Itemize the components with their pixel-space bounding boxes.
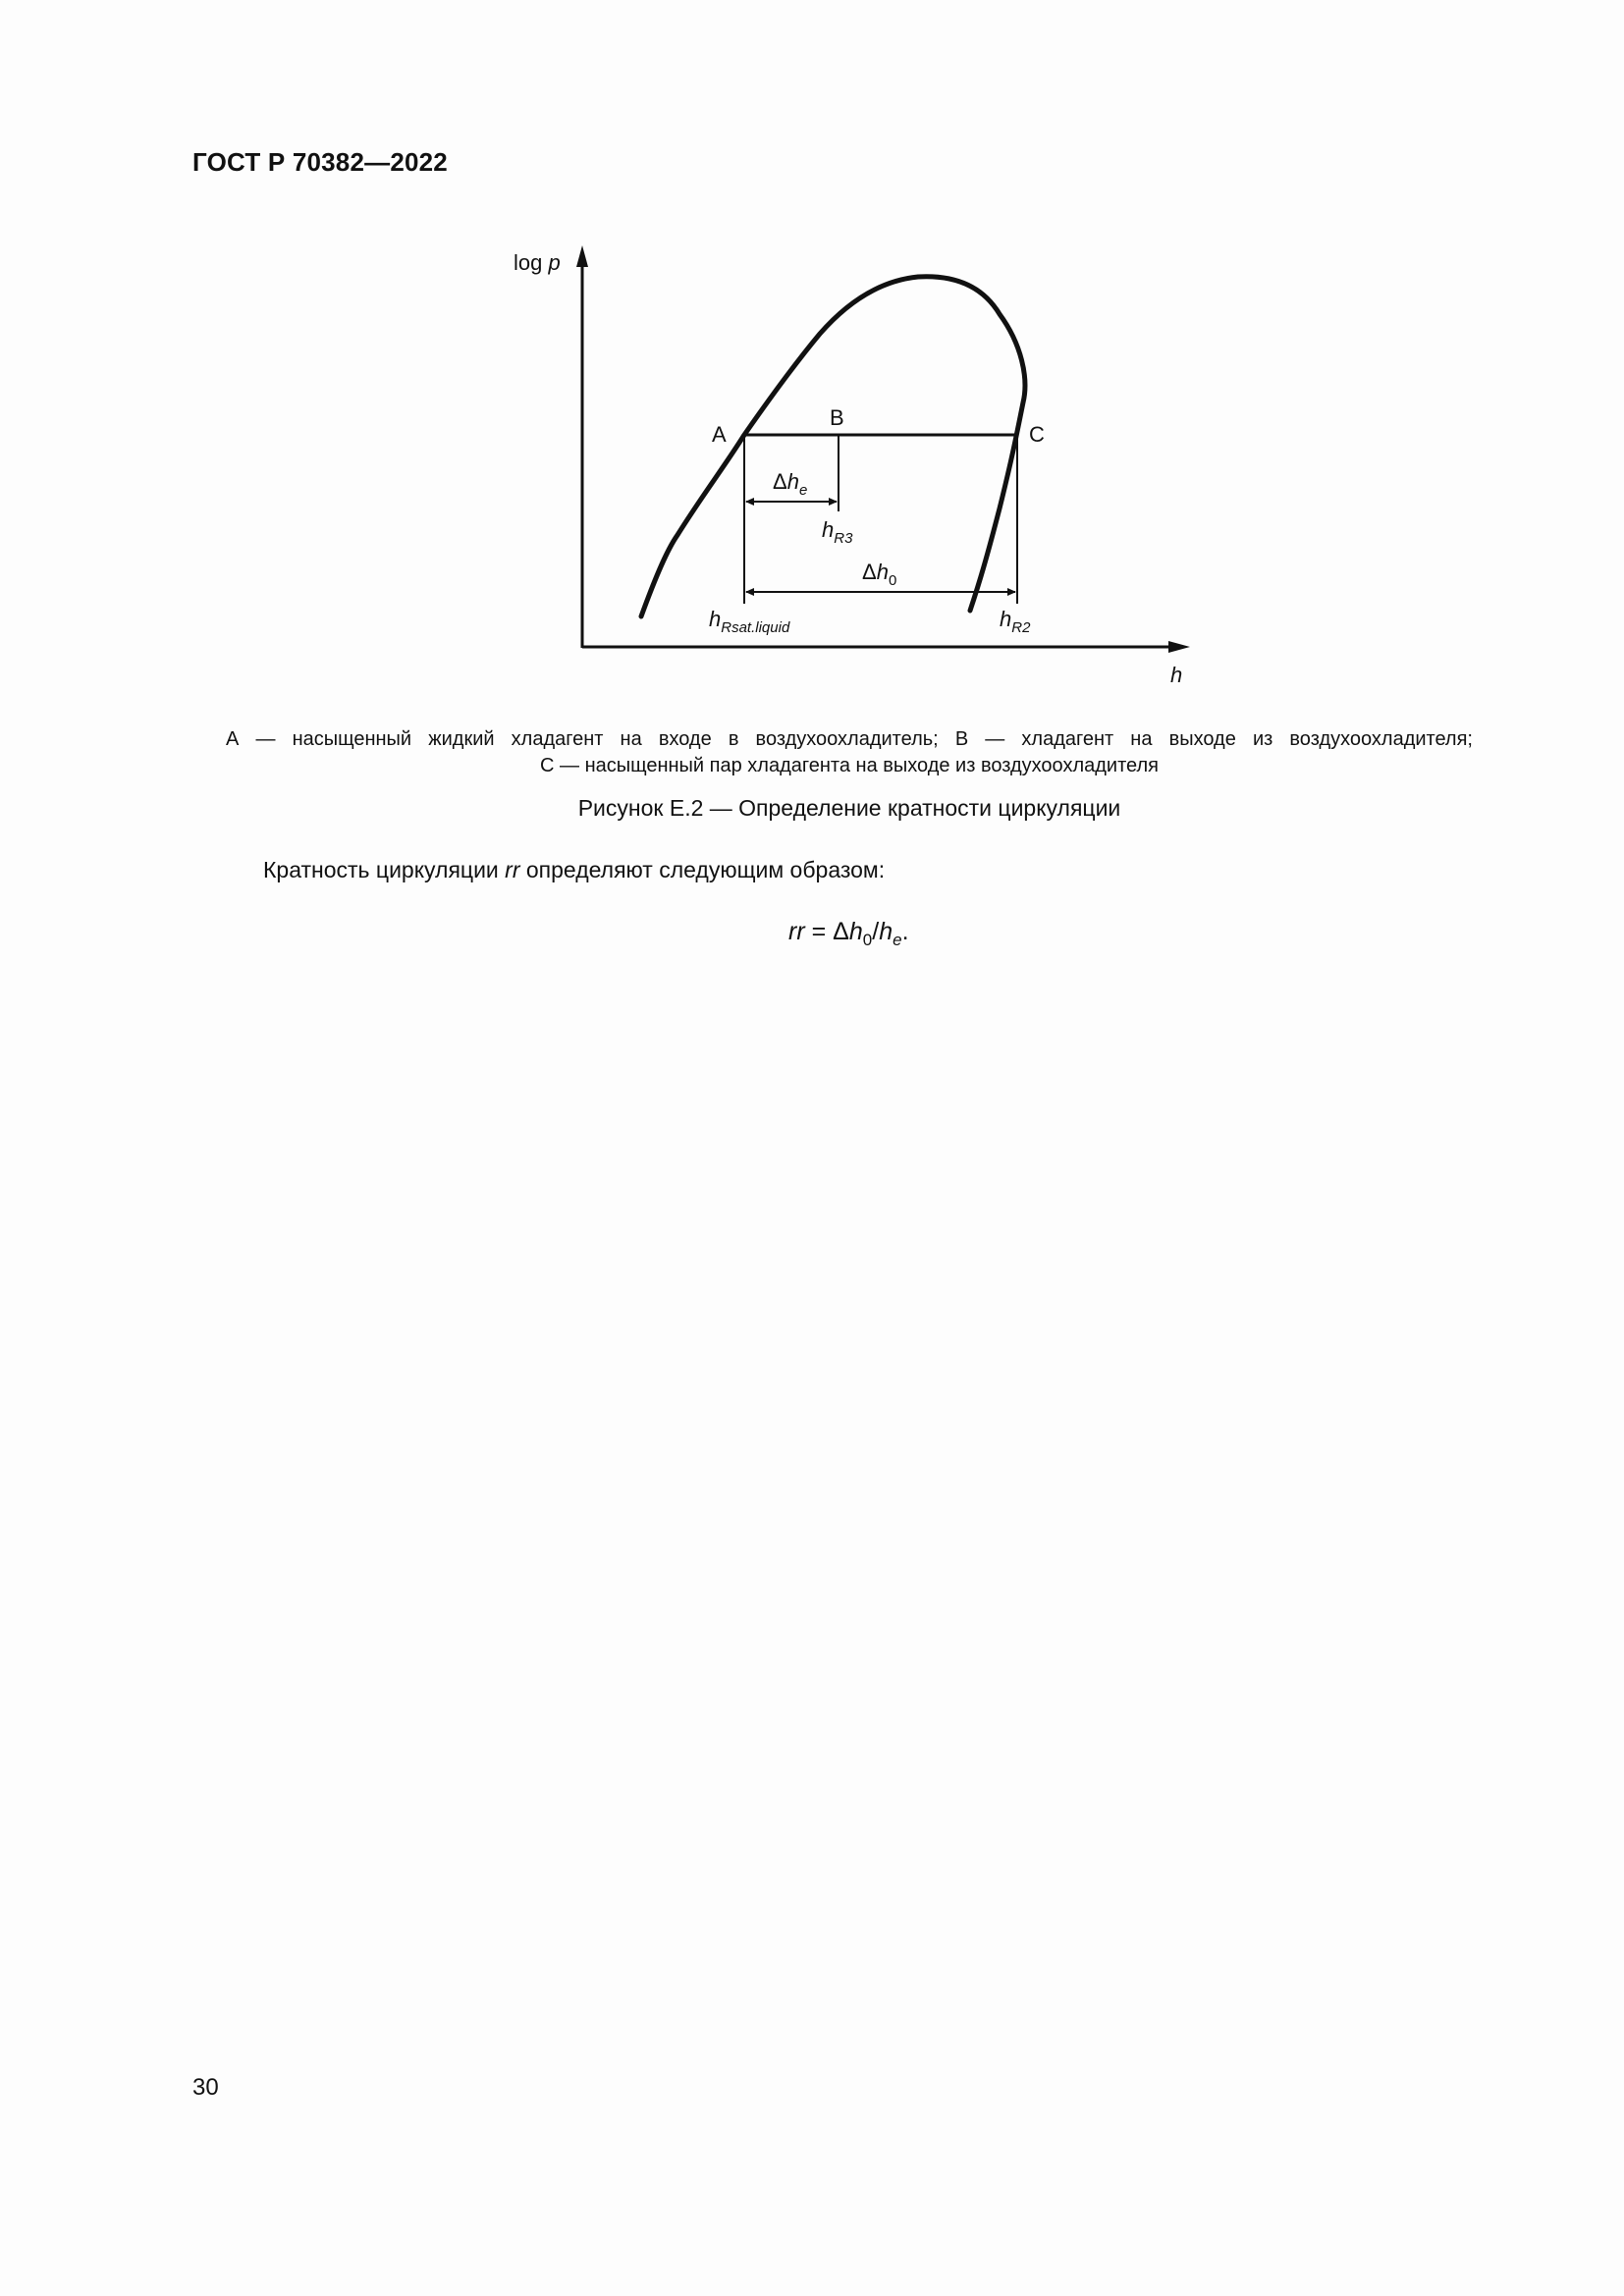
body-paragraph: Кратность циркуляции rr определяют следующим образом: <box>263 857 886 882</box>
y-axis-label: log p <box>514 250 561 275</box>
point-c-label: C <box>1029 422 1045 447</box>
formula: rr = $\Delta h_0/h_e$. <box>788 918 909 949</box>
document-header: ГОСТ Р 70382—2022 <box>192 147 448 177</box>
legend-line-1: А — насыщенный жидкий хладагент на входе в воздухоохладитель; В — хладагент на выходе из воздухоохладителя; <box>226 728 1473 750</box>
figure-legend <box>226 726 1473 779</box>
delta-h0-label: $\Delta h_0$ <box>862 560 897 589</box>
x-axis-arrow <box>1168 641 1190 653</box>
legend-line-2: С — насыщенный пар хладагента на выходе из воздухоохладителя <box>540 755 1159 776</box>
delta-he-label: $\Delta h_e$ <box>773 469 808 499</box>
h-r3-label: $h_{R3}$ <box>822 517 853 547</box>
h-rsat-liquid-label: $h_{Rsat.liquid}$ <box>709 607 790 636</box>
x-axis-label: h <box>1170 663 1183 687</box>
point-b-label: B <box>830 405 844 430</box>
figure-title: Рисунок Е.2 — Определение кратности циркуляции <box>577 795 1121 821</box>
y-axis-arrow <box>576 245 588 267</box>
saturation-curve <box>641 277 1025 616</box>
point-a-label: A <box>712 422 727 447</box>
h-r2-label: $h_{R2}$ <box>1000 607 1031 636</box>
page-number: 30 <box>192 2074 219 2101</box>
